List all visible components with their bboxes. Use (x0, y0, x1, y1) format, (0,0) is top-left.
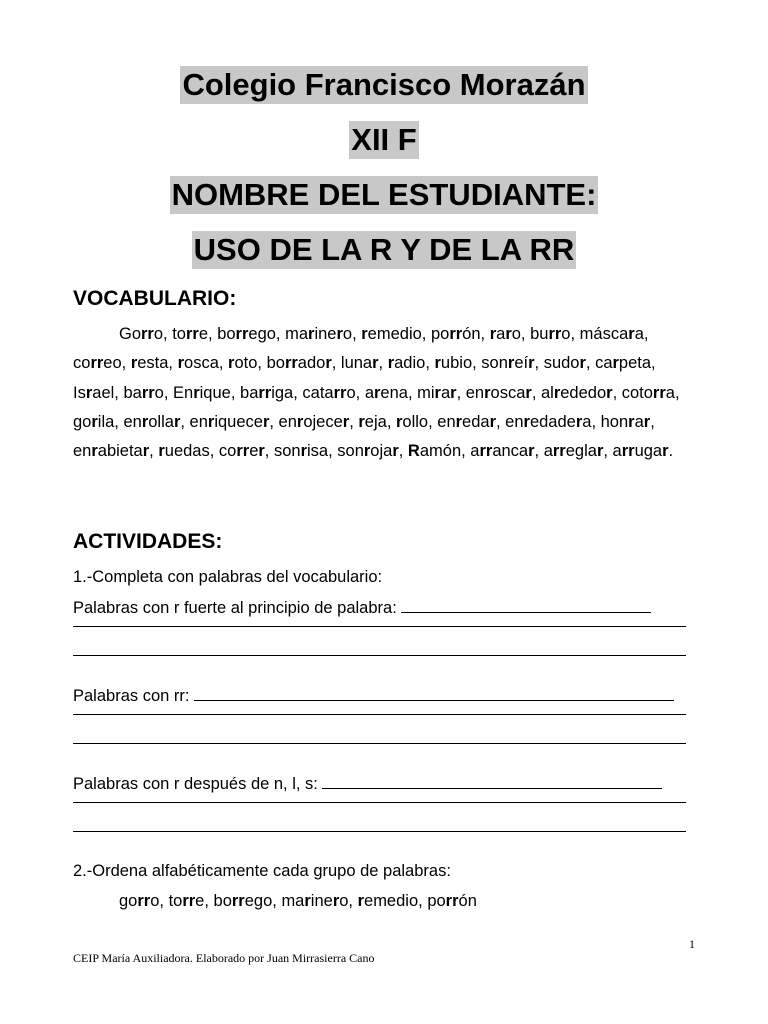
activity-2-words: gorro, torre, borrego, marinero, remedio, porrón (119, 892, 477, 910)
vocabulary-word: raro (489, 325, 521, 343)
vocabulary-word: resta (130, 354, 169, 373)
activities-heading: ACTIVIDADES: (73, 530, 223, 553)
vocabulary-word: cotorra (621, 383, 675, 402)
vocabulary-word: enredar (437, 412, 496, 431)
vocabulary-word: Israel (73, 383, 115, 402)
answer-line[interactable] (73, 626, 686, 627)
vocabulary-word: remedio (361, 325, 422, 343)
vocabulary-word: arrugar (612, 442, 669, 461)
vocabulary-word: roto (228, 354, 258, 373)
vocabulary-word: rollo (395, 412, 429, 431)
vocabulary-word: gorro (119, 892, 160, 910)
vocabulary-word: lunar (340, 354, 379, 373)
vocabulary-word: arrancar (470, 442, 535, 461)
vocabulary-word: sonrisa (273, 442, 329, 461)
vocabulary-word: rubio (434, 354, 473, 373)
vocabulary-word: enrollar (123, 412, 181, 431)
answer-line[interactable] (73, 831, 686, 832)
topic-title: USO DE LA R Y DE LA RR (193, 232, 575, 267)
answer-blank-2[interactable] (194, 686, 674, 701)
vocabulary-words: Gorro, torre, borrego, marinero, remedio, porrón, raro, burro, máscara, correo, resta, rosca, roto, borrador, lunar, radio, rubio, sonreír, sudor, carpeta, Israel, barro, Enrique, barriga, catarro, arena, mirar, enroscar, alrededor, cotorra, gorila, enrollar, enriquecer, enrojecer, reja, rollo, enredar, enredadera, honrar, enrabietar, ruedas, correr, sonrisa, sonrojar, Ramón, arrancar, arreglar, arrugar. (73, 325, 680, 461)
vocabulary-word: burro (530, 325, 571, 343)
page-number: 1 (689, 937, 695, 951)
question-2-label: Palabras con rr: (73, 687, 190, 705)
vocabulary-word: torre (172, 325, 209, 343)
vocabulary-list (73, 320, 693, 466)
activity-2-title: 2.-Ordena alfabéticamente cada grupo de palabras: (73, 862, 451, 880)
activity-1-question-2 (73, 686, 674, 706)
vocabulary-word: alrededor (540, 383, 613, 402)
vocabulary-word: arena (364, 383, 408, 402)
vocabulary-word: arreglar (543, 442, 604, 461)
vocabulary-word: marinero (285, 325, 353, 343)
vocabulary-word: correo (73, 354, 122, 373)
vocabulary-word: barro (123, 383, 164, 402)
vocabulary-word: catarro (302, 383, 356, 402)
vocabulary-word: gorila (73, 412, 115, 431)
vocabulary-word: carpeta (595, 354, 652, 373)
vocabulary-word: remedio (357, 892, 419, 910)
vocabulary-word: porrón (430, 325, 481, 343)
student-name-title: NOMBRE DEL ESTUDIANTE: (171, 177, 597, 212)
vocabulary-word: radio (387, 354, 426, 373)
answer-line[interactable] (73, 743, 686, 744)
vocabulary-word: marinero (281, 892, 349, 910)
vocabulary-word: enrabietar (73, 442, 150, 461)
vocabulary-word: reja (358, 412, 387, 431)
vocabulary-word: sonreír (481, 354, 535, 373)
footer-credit: CEIP María Auxiliadora. Elaborado por Juan Mirrasierra Cano (73, 951, 375, 965)
question-3-label: Palabras con r después de n, l, s: (73, 775, 318, 793)
vocabulary-word: enrojecer (278, 412, 350, 431)
vocabulary-word: barriga (240, 383, 294, 402)
question-1-label: Palabras con r fuerte al principio de palabra: (73, 599, 397, 617)
vocabulary-word: borrador (266, 354, 332, 373)
vocabulary-word: borrego (217, 325, 276, 343)
vocabulary-word: ruedas (158, 442, 210, 461)
answer-line[interactable] (73, 655, 686, 656)
activity-1-question-3 (73, 774, 662, 794)
vocabulary-word: Ramón (407, 442, 462, 461)
vocabulary-word: enriquecer (189, 412, 270, 431)
activity-1-title: 1.-Completa con palabras del vocabulario: (73, 568, 383, 586)
vocabulary-word: máscara (579, 325, 644, 343)
vocabulary-word: borrego (213, 892, 273, 910)
vocabulary-word: sudor (543, 354, 586, 373)
answer-line[interactable] (73, 714, 686, 715)
vocabulary-word: torre (168, 892, 205, 910)
vocabulary-word: enroscar (465, 383, 532, 402)
title-block (0, 66, 768, 286)
vocabulary-word: sonrojar (337, 442, 399, 461)
vocabulary-word: Gorro (119, 325, 164, 343)
activity-1-question-1 (73, 598, 651, 618)
vocabulary-word: rosca (177, 354, 219, 373)
vocabulary-word: Enrique (173, 383, 231, 402)
vocabulary-word: correr (218, 442, 265, 461)
answer-blank-3[interactable] (322, 774, 662, 789)
answer-line[interactable] (73, 802, 686, 803)
grade-title: XII F (351, 122, 417, 157)
vocabulary-heading: VOCABULARIO: (73, 287, 237, 310)
school-title: Colegio Francisco Morazán (182, 67, 586, 102)
vocabulary-word: enredadera (505, 412, 592, 431)
vocabulary-word: porrón (427, 892, 477, 910)
vocabulary-word: mirar (417, 383, 457, 402)
answer-blank-1[interactable] (401, 598, 651, 613)
vocabulary-word: honrar (600, 412, 651, 431)
